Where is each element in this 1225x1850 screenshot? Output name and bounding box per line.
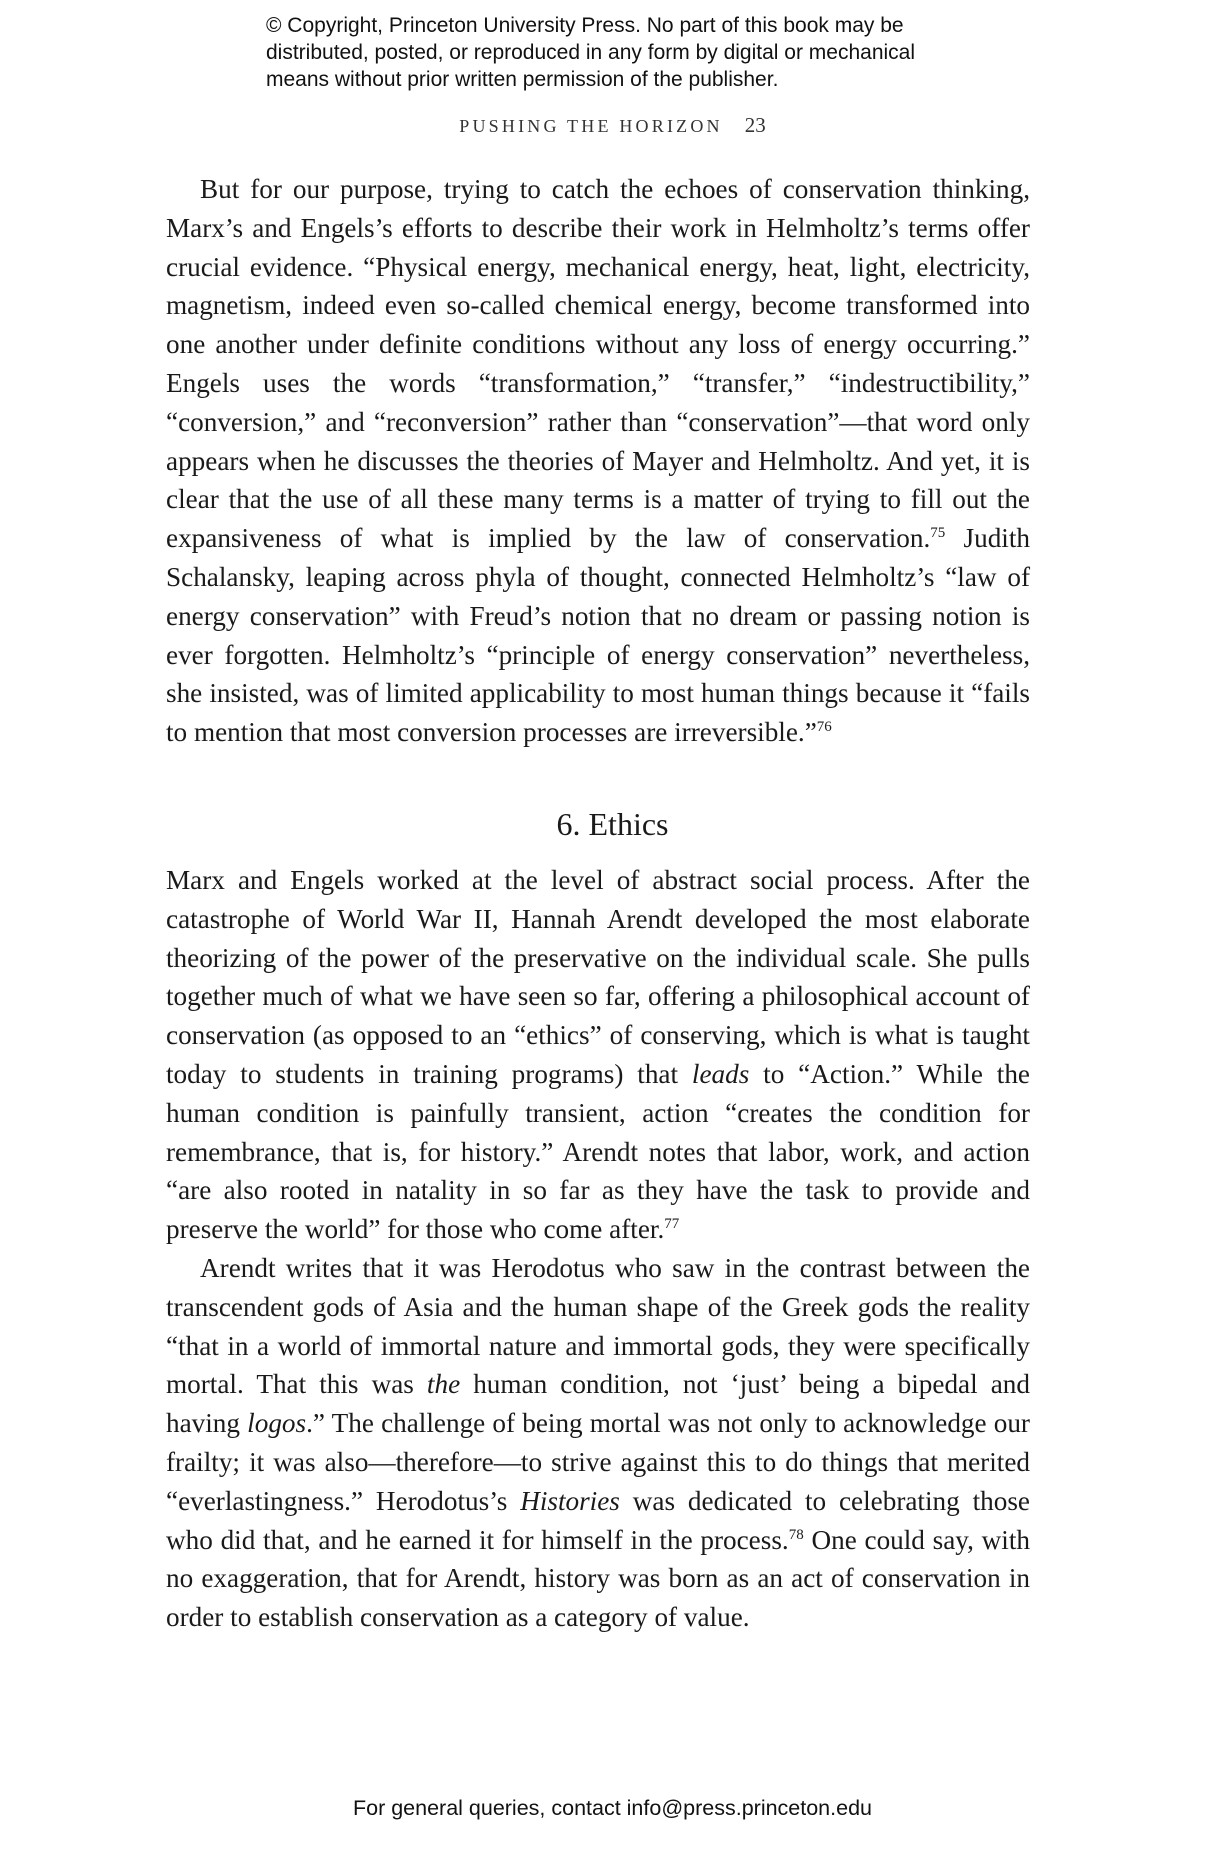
body-section-ethics bbox=[166, 861, 1030, 1637]
copyright-line-1: © Copyright, Princeton University Press. No part of this book may be bbox=[266, 14, 904, 37]
section-heading: 6. Ethics bbox=[556, 806, 669, 842]
paragraph-3-text-4: was dedicated to celebrating those who did that, and he earned it for himself in the process. bbox=[166, 1485, 1030, 1555]
footer-contact: For general queries, contact info@press.princeton.edu bbox=[352, 1796, 872, 1820]
paragraph-3-text: Arendt writes that it was Herodotus who saw in the contrast between the transcendent gods of Asia and the human shape of the Greek gods the reality “that in a world of immortal nature and immortal gods, they were specifically mortal. That this was bbox=[166, 1252, 1030, 1400]
paragraph-2-text: Marx and Engels worked at the level of abstract social process. After the catastrophe of World War II, Hannah Arendt developed the most elaborate theorizing of the power of the preservative on the individual scale. She pulls together much of what we have seen so far, offering a philosophical account of conservation (as opposed to an “ethics” of conserving, which is what is taught today to students in training programs) that bbox=[166, 865, 1030, 1089]
footnote-ref-78[interactable]: 78 bbox=[788, 1526, 804, 1543]
paragraph-3-text-3: .” The challenge of being mortal was not only to acknowledge our frailty; it was also—therefore—to strive against this to do things that merited “everlastingness.” Herodotus’s bbox=[166, 1408, 1030, 1516]
paragraph-3-text-2: human condition, not ‘just’ being a bipedal and having bbox=[166, 1369, 1030, 1439]
paragraph-1-text-cont: Judith Schalansky, leaping across phyla of thought, connected Helmholtz’s “law of energy conservation” with Freud’s notion that no dream or passing notion is ever forgotten. Helmholtz’s “principle of energy conservation” nevertheless, she insisted, was of limited applicability to most human things because it “fails to mention that most conversion processes are irreversible.” bbox=[166, 523, 1030, 748]
paragraph-3-italic-histories: Histories bbox=[520, 1485, 620, 1516]
page-number: 23 bbox=[744, 113, 766, 137]
paragraph-3-italic-logos: logos bbox=[247, 1408, 307, 1439]
footnote-ref-77[interactable]: 77 bbox=[664, 1216, 680, 1233]
paragraph-2-italic: leads bbox=[691, 1058, 750, 1089]
body-paragraph-2 bbox=[166, 861, 1030, 1249]
copyright-line-3: means without prior written permission of the publisher. bbox=[266, 68, 779, 91]
paragraph-2-text-cont: to “Action.” While the human condition is painfully transient, action “creates the condition for remembrance, that is, for history.” Arendt notes that labor, work, and action “are also rooted in natality in so far as they have the task to provide and preserve the world” for those who come after. bbox=[166, 1058, 1030, 1245]
copyright-notice bbox=[266, 12, 986, 93]
footnote-ref-75[interactable]: 75 bbox=[930, 525, 946, 542]
copyright-line-2: distributed, posted, or reproduced in any form by digital or mechanical bbox=[266, 41, 916, 64]
footnote-ref-76[interactable]: 76 bbox=[816, 719, 832, 736]
paragraph-3-italic-the: the bbox=[426, 1369, 461, 1400]
body-paragraph-1 bbox=[166, 170, 1030, 752]
running-head-title: PUSHING THE HORIZON bbox=[459, 116, 723, 136]
paragraph-3-text-5: One could say, with no exaggeration, that for Arendt, history was born as an act of conservation in order to establish conservation as a category of value. bbox=[166, 1524, 1030, 1633]
body-paragraph-3 bbox=[166, 1249, 1030, 1637]
paragraph-1-text: But for our purpose, trying to catch the echoes of conservation thinking, Marx’s and Engels’s efforts to describe their work in Helmholtz’s terms offer crucial evidence. “Physical energy, mechanical energy, heat, light, electricity, magnetism, indeed even so-called chemical energy, become transformed into one another under definite conditions without any loss of energy occurring.” Engels uses the words “transformation,” “transfer,” “indestructibility,” “conversion,” and “reconversion” rather than “conservation”—that word only appears when he discusses the theories of Mayer and Helmholtz. And yet, it is clear that the use of all these many terms is a matter of trying to fill out the expansiveness of what is implied by the law of conservation. bbox=[166, 174, 1030, 554]
running-head bbox=[0, 113, 1225, 138]
